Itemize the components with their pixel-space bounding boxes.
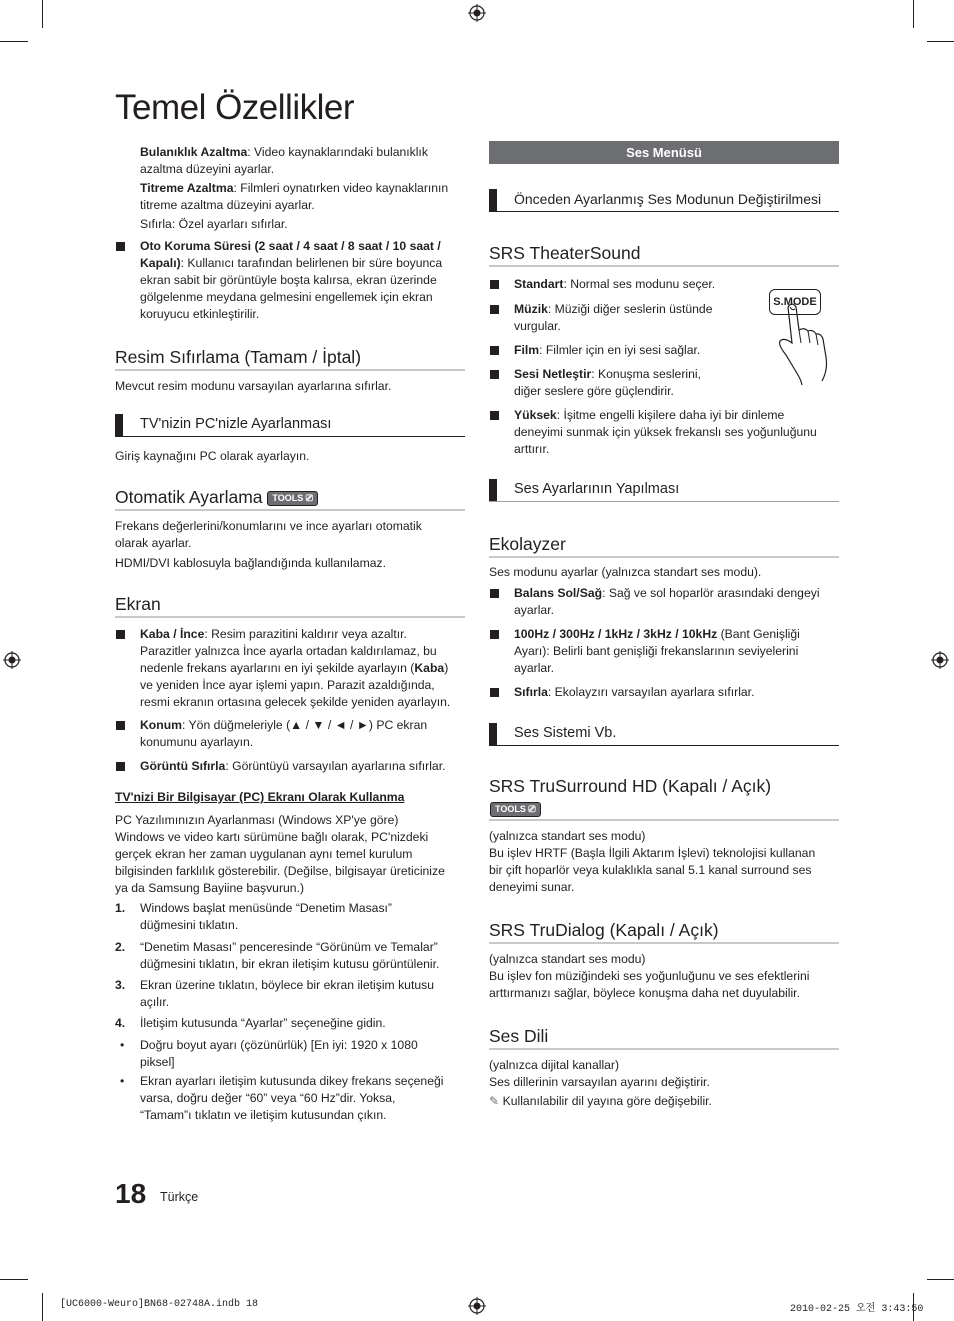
lang-text [489, 1057, 839, 1110]
line: Bu işlev HRTF (Başla İlgili Aktarım İşlevi) teknolojisi kullanan [489, 846, 816, 860]
srs-list [489, 276, 839, 459]
line: arttırmanızı sağlar, böylece konuşma daha net duyulabilir. [489, 986, 800, 1000]
memo-text: Kullanılabilir dil yayına göre değişebilir. [502, 1094, 712, 1108]
desc: titreme azaltma düzeyini ayarlar. [140, 198, 315, 212]
reset-text: Mevcut resim modunu varsayılan ayarlarına sıfırlar. [115, 379, 392, 393]
section-heading: SRS TruSurround HD (Kapalı / Açık) [489, 776, 772, 796]
page-number: 18 [115, 1178, 147, 1209]
subheading-settings [489, 479, 839, 503]
line: Ses dillerinin varsayılan ayarını değiştirir. [489, 1075, 710, 1089]
bullet-square [490, 370, 499, 379]
crop-mark [42, 0, 43, 28]
srs-item: Sesi Netleştir: Konuşma seslerini, diğer seslere göre güçlendirir. [489, 366, 839, 407]
step: 4. İletişim kutusunda “Ayarlar” seçeneğine gidin. [115, 1016, 386, 1030]
srs-item: Film: Filmler için en iyi sesi sağlar. [489, 342, 839, 366]
heading-rule [489, 265, 839, 267]
bullet-square [490, 630, 499, 639]
line: koruyucu etkinleştirilir. [140, 307, 260, 321]
term: Bulanıklık Azaltma [140, 145, 248, 159]
line: gerçek ekran her zaman uygulanan aynı temel kurulum [115, 847, 413, 861]
bullet-square [490, 305, 499, 314]
line: konumunu ayarlayın. [140, 735, 254, 749]
heading-rule [489, 942, 839, 944]
eq-text: Ses modunu ayarlar (yalnızca standart ses modu). [489, 565, 762, 579]
step: 1. Windows başlat menüsünde “Denetim Masası” düğmesini tıklatın. [115, 901, 392, 932]
print-timestamp: 2010-02-25 오전 3:43:50 [790, 1304, 924, 1315]
registration-mark-icon [468, 1297, 486, 1315]
heading-rule [489, 1048, 839, 1050]
tools-label: TOOLS [495, 804, 526, 815]
line: olarak ayarlar. [115, 536, 192, 550]
section-heading: SRS TruDialog (Kapalı / Açık) [489, 920, 719, 940]
intro-list [140, 144, 470, 233]
heading-label: Otomatik Ayarlama [115, 487, 263, 507]
line: bir çift hoparlör veya kulaklıkla sanal 5.1 kanal surround ses [489, 863, 812, 877]
step-number: 2. [115, 940, 126, 954]
line: : Kullanıcı tarafından belirlenen bir süre boyunca [180, 256, 443, 270]
page-language: Türkçe [160, 1190, 199, 1204]
desc: : Filmleri oynatırken video kaynaklarının [233, 181, 449, 195]
screen-item: Görüntü Sıfırla: Görüntüyü varsayılan ayarlarına sıfırlar. [140, 759, 446, 773]
note: (yalnızca dijital kanallar) [489, 1058, 620, 1072]
line: ekran sabit bir görüntüyle boşta kalırsa, ekran üzerinde [140, 273, 437, 287]
bullet-dot: • [120, 1074, 125, 1088]
term: Kapalı) [140, 256, 181, 270]
term: Titreme Azaltma [140, 181, 234, 195]
section-heading: Ses Dili [489, 1026, 549, 1046]
subheading-rule [489, 211, 839, 212]
subheading-label: TV'nizin PC'nizle Ayarlanması [140, 416, 332, 432]
step: 3. Ekran üzerine tıklatın, böylece bir ekran iletişim kutusu açılır. [115, 978, 434, 1009]
eq-list [489, 585, 839, 708]
pc-use-text [115, 812, 465, 897]
subheading-preset [489, 189, 839, 213]
tools-badge: TOOLS ⎚ [490, 801, 541, 819]
subheading-label: Önceden Ayarlanmış Ses Modunun Değiştirilmesi [514, 191, 822, 207]
steps-list [115, 900, 465, 1125]
bullet-item: • Ekran ayarları iletişim kutusunda dikey frekans seçeneği varsa, doğru değer “60” veya “60 Hz”dir. Yoksa, “Tamam”ı tıklatın ve iletişim kutusundan çıkın. [120, 1074, 444, 1122]
crop-mark [913, 0, 914, 28]
line: HDMI/DVI kablosuyla bağlandığında kullanılamaz. [115, 556, 386, 570]
srs-item: Standart: Normal ses modunu seçer. [489, 276, 839, 301]
line: gölgelenme meydana gelmesini engellemek için ekran [140, 290, 433, 304]
heading-rule [115, 509, 465, 511]
screen-protect-text [140, 238, 470, 323]
trusurround-text [489, 828, 839, 896]
note: (yalnızca standart ses modu) [489, 829, 646, 843]
desc: : Video kaynaklarındaki bulanıklık [247, 145, 428, 159]
registration-mark-icon [468, 4, 486, 22]
bullet-square [490, 346, 499, 355]
heading-rule [489, 819, 839, 821]
step-number: 1. [115, 901, 126, 915]
bullet-square [490, 280, 499, 289]
desc: : Özel ayarları sıfırlar. [171, 217, 288, 231]
bullet-square [116, 242, 125, 251]
bullet-square [116, 721, 125, 730]
tools-badge: TOOLS ⎚ [267, 491, 318, 506]
eq-item: Sıfırla: Ekolayzırı varsayılan ayarlara sıfırlar. [489, 684, 839, 708]
subheading-rule [489, 745, 839, 746]
memo-pencil-icon: ✎ [489, 1094, 500, 1108]
srs-item: Yüksek: İşitme engelli kişilere daha iyi bir dinleme deneyimi sunmak için yüksek frekanslı ses yoğunluğunu arttırır. [489, 407, 839, 459]
subheading-bar [489, 189, 497, 211]
smode-button: S.MODE [769, 289, 821, 315]
line: ya da Samsung Bayiine başvurun.) [115, 881, 305, 895]
heading-rule [115, 616, 465, 618]
subheading-bar [115, 414, 123, 436]
subheading-system [489, 723, 839, 747]
line: deneyimi sunar. [489, 880, 575, 894]
page-title: Temel Özellikler [115, 88, 354, 127]
subheading-pc [115, 414, 465, 438]
section-heading: Resim Sıfırlama (Tamam / İptal) [115, 347, 362, 367]
bullet-square [490, 411, 499, 420]
desc: azaltma düzeyini ayarlar. [140, 162, 275, 176]
line: ve yeniden İnce ayar işlemi yapın. Parazit azaldığında, [140, 678, 435, 692]
registration-mark-icon [3, 651, 21, 669]
line: Bu işlev fon müziğindeki ses yoğunluğunu ve ses efektlerini [489, 969, 810, 983]
section-heading [115, 487, 318, 508]
subheading-rule [489, 501, 839, 502]
step-number: 4. [115, 1016, 126, 1030]
bullet-square [116, 630, 125, 639]
section-heading: Ekran [115, 594, 161, 614]
subheading-label: Ses Ayarlarının Yapılması [514, 481, 680, 497]
eq-item: Balans Sol/Sağ: Sağ ve sol hoparlör arasındaki dengeyi ayarlar. [489, 585, 839, 626]
intro-item [140, 216, 470, 233]
bullet-square [116, 762, 125, 771]
bullet-square [490, 688, 499, 697]
menu-bar: Ses Menüsü [489, 141, 839, 164]
line: resmi ekranın ortasına gelecek şekilde yeniden ayarlayın. [140, 695, 451, 709]
tools-label: TOOLS [272, 492, 304, 503]
crop-mark [927, 1279, 954, 1280]
bullet-dot: • [120, 1038, 125, 1052]
srs-item: Müzik: Müziği diğer seslerin üstünde vurgular. [489, 301, 839, 342]
section-heading: SRS TheaterSound [489, 243, 641, 263]
auto-text [115, 518, 455, 572]
heading-rule [115, 369, 465, 371]
crop-mark [42, 1293, 43, 1321]
line: bilgisinden farklılık gösterebilir. (Değilse, bilgisayar üreticinize [115, 864, 445, 878]
note: (yalnızca standart ses modu) [489, 952, 646, 966]
subheading-bar [489, 723, 497, 745]
subheading-rule [115, 436, 465, 437]
screen-item: Kaba / İnce: Resim parazitini kaldırır veya azaltır. Parazitler yalnızca İnce ayarla ortadan kaldırılamaz, bu nedenle frekans ayarlarını en iyi şekilde ayarlayın (Kaba) ve yeniden İnce ayar işlemi yapın. Parazit azaldığında, resmi ekranın ortasına gelecek şekilde yeniden ayarlayın. [140, 626, 470, 711]
line: Frekans değerlerini/konumlarını ve ince ayarları otomatik [115, 519, 422, 533]
bullet-square [490, 589, 499, 598]
trudialog-text [489, 951, 839, 1002]
eq-item: 100Hz / 300Hz / 1kHz / 3kHz / 10kHz (Bant Genişliği Ayarı): Belirli bant genişliği frekanslarının seviyelerini ayarlar. [489, 626, 839, 684]
pc-text: Giriş kaynağını PC olarak ayarlayın. [115, 449, 310, 463]
section-heading: Ekolayzer [489, 534, 566, 554]
file-info: [UC6000-Weuro]BN68-02748A.indb 18 [60, 1299, 259, 1310]
bullet-item: • Doğru boyut ayarı (çözünürlük) [En iyi: 1920 x 1080 piksel] [120, 1038, 418, 1069]
line: Oto Koruma Süresi (2 saat / 4 saat / 8 saat / 10 saat / [140, 239, 441, 253]
subheading-label: Ses Sistemi Vb. [514, 725, 617, 741]
crop-mark [927, 41, 954, 42]
registration-mark-icon [931, 651, 949, 669]
pc-use-title: TV'nizi Bir Bilgisayar (PC) Ekranı Olarak Kullanma [115, 790, 405, 804]
heading-rule [489, 556, 839, 558]
line: PC Yazılımınızın Ayarlanması (Windows XP'ye göre) [115, 813, 399, 827]
screen-item: Konum: Yön düğmeleriyle (▲ / ▼ / ◄ / ►) PC ekran konumunu ayarlayın. [140, 717, 470, 751]
step-number: 3. [115, 978, 126, 992]
line: Parazitler yalnızca İnce ayarla ortadan kaldırılamaz, bu [140, 644, 437, 658]
intro-item [140, 180, 470, 197]
step: 2. “Denetim Masası” penceresinde “Görünüm ve Temalar” düğmesini tıklatın, bir ekran iletişim kutusu görüntülenir. [115, 940, 440, 971]
intro-item [140, 144, 470, 161]
crop-mark [0, 41, 28, 42]
term: Sıfırla [140, 217, 172, 231]
line: Windows ve video kartı sürümüne bağlı olarak, PC'nizdeki [115, 830, 429, 844]
subheading-bar [489, 479, 497, 501]
crop-mark [0, 1279, 28, 1280]
